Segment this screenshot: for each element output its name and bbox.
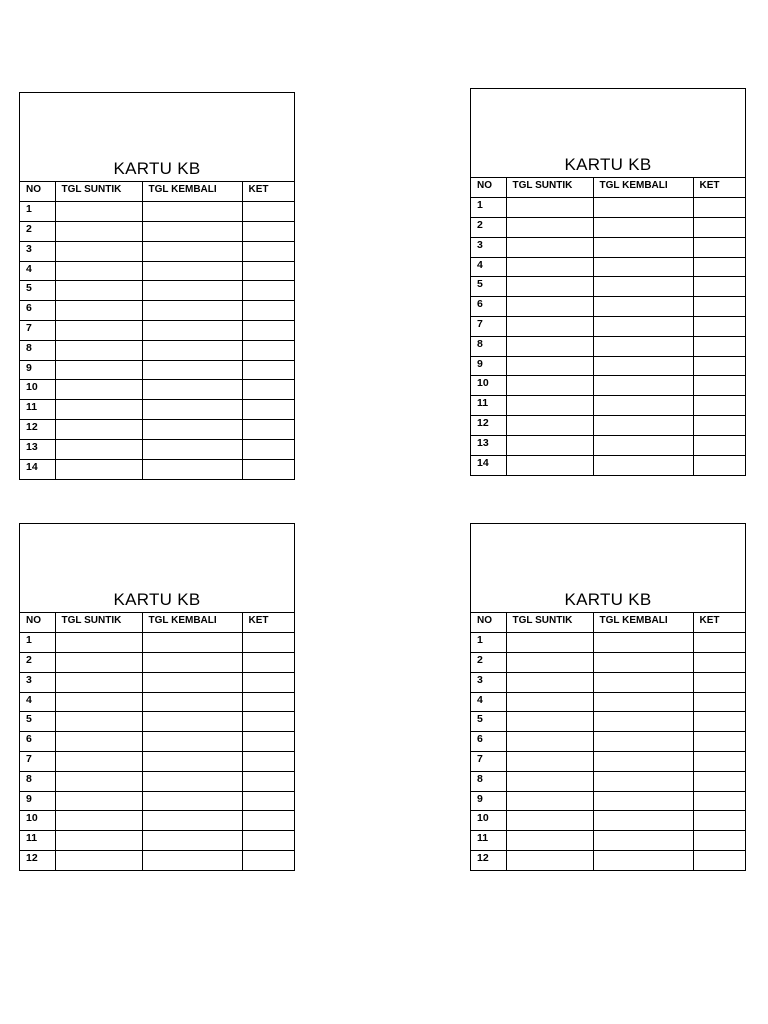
cell-ket [693, 653, 745, 673]
cell-tgl-suntik [506, 237, 593, 257]
table-row [20, 811, 294, 831]
kb-card-3 [19, 523, 295, 871]
injection-table [20, 613, 294, 870]
table-row [20, 202, 294, 222]
table-row [20, 791, 294, 811]
table-row [20, 281, 294, 301]
column-header-ket: KET [242, 613, 294, 633]
cell-no: 3 [471, 237, 506, 257]
table-row [471, 712, 745, 732]
cell-tgl-suntik [55, 752, 142, 772]
cell-tgl-kembali [142, 831, 242, 851]
cell-no: 7 [20, 752, 55, 772]
column-header-tgl-suntik: TGL SUNTIK [55, 182, 142, 202]
cell-ket [693, 811, 745, 831]
cell-tgl-suntik [55, 202, 142, 222]
cell-tgl-kembali [593, 653, 693, 673]
cell-no: 4 [20, 692, 55, 712]
table-header-row [471, 613, 745, 633]
card-title: KARTU KB [113, 590, 201, 609]
table-row [471, 653, 745, 673]
cell-ket [242, 439, 294, 459]
cell-ket [242, 340, 294, 360]
cell-tgl-kembali [593, 297, 693, 317]
cell-tgl-suntik [506, 455, 593, 475]
cell-ket [242, 281, 294, 301]
cell-tgl-kembali [593, 257, 693, 277]
column-header-no: NO [477, 180, 492, 191]
table-row [471, 771, 745, 791]
cell-tgl-kembali [142, 400, 242, 420]
cell-tgl-suntik [55, 360, 142, 380]
cell-tgl-kembali [142, 360, 242, 380]
cell-no: 2 [20, 222, 55, 242]
cell-ket [242, 241, 294, 261]
cell-ket [242, 712, 294, 732]
cell-no: 4 [20, 261, 55, 281]
cell-no: 10 [471, 811, 506, 831]
cell-tgl-kembali [142, 301, 242, 321]
table-row [20, 712, 294, 732]
cell-tgl-kembali [142, 321, 242, 341]
cell-ket [693, 317, 745, 337]
cell-tgl-kembali [593, 198, 693, 218]
cell-tgl-suntik [506, 277, 593, 297]
cell-tgl-suntik [506, 376, 593, 396]
cell-tgl-kembali [593, 811, 693, 831]
cell-no: 12 [20, 851, 55, 871]
cell-ket [693, 791, 745, 811]
cell-tgl-suntik [506, 218, 593, 238]
table-row [20, 831, 294, 851]
cell-no: 5 [20, 712, 55, 732]
cell-no: 6 [20, 732, 55, 752]
kb-card-4 [470, 523, 746, 871]
cell-tgl-suntik [506, 356, 593, 376]
cell-tgl-kembali [593, 851, 693, 871]
cell-tgl-suntik [506, 831, 593, 851]
cell-tgl-suntik [506, 297, 593, 317]
table-header-row [471, 178, 745, 198]
table-row [20, 851, 294, 871]
table-row [471, 732, 745, 752]
cell-no: 14 [471, 455, 506, 475]
table-row [20, 340, 294, 360]
column-header-tgl-kembali: TGL KEMBALI [593, 178, 693, 198]
cell-tgl-kembali [593, 218, 693, 238]
cell-tgl-kembali [593, 356, 693, 376]
cell-no: 1 [20, 633, 55, 653]
cell-tgl-kembali [142, 420, 242, 440]
table-row [471, 277, 745, 297]
injection-table [471, 178, 745, 475]
table-row [471, 672, 745, 692]
cell-tgl-suntik [55, 281, 142, 301]
cell-ket [242, 771, 294, 791]
cell-tgl-suntik [55, 692, 142, 712]
table-row [471, 198, 745, 218]
column-header-ket: KET [693, 178, 745, 198]
cell-tgl-kembali [142, 791, 242, 811]
cell-ket [242, 692, 294, 712]
cell-tgl-suntik [506, 791, 593, 811]
column-header-no: NO [26, 184, 41, 195]
column-header-tgl-suntik: TGL SUNTIK [506, 613, 593, 633]
cell-tgl-suntik [55, 653, 142, 673]
cell-tgl-kembali [142, 439, 242, 459]
column-header-tgl-suntik: TGL SUNTIK [506, 178, 593, 198]
cell-ket [242, 732, 294, 752]
cell-tgl-kembali [142, 672, 242, 692]
column-header-tgl-kembali: TGL KEMBALI [142, 613, 242, 633]
cell-no: 9 [20, 360, 55, 380]
cell-no: 1 [20, 202, 55, 222]
cell-ket [693, 297, 745, 317]
card-header [471, 89, 745, 178]
injection-table [471, 613, 745, 870]
card-title: KARTU KB [113, 159, 201, 178]
table-row [471, 851, 745, 871]
cell-no: 3 [471, 672, 506, 692]
cell-ket [693, 851, 745, 871]
table-row [20, 653, 294, 673]
cell-tgl-suntik [506, 672, 593, 692]
cell-ket [693, 633, 745, 653]
cell-tgl-suntik [55, 791, 142, 811]
cell-no: 1 [471, 198, 506, 218]
kb-card-2 [470, 88, 746, 476]
cell-no: 7 [471, 752, 506, 772]
cell-tgl-suntik [55, 261, 142, 281]
cell-tgl-suntik [506, 435, 593, 455]
cell-no: 2 [471, 653, 506, 673]
cell-tgl-suntik [506, 811, 593, 831]
cell-ket [242, 752, 294, 772]
cell-tgl-kembali [142, 851, 242, 871]
table-row [20, 321, 294, 341]
cell-tgl-suntik [55, 380, 142, 400]
cell-ket [242, 791, 294, 811]
cell-tgl-kembali [142, 771, 242, 791]
table-row [471, 297, 745, 317]
cell-ket [242, 811, 294, 831]
cell-tgl-kembali [593, 396, 693, 416]
table-header-row [20, 613, 294, 633]
cell-no: 10 [20, 380, 55, 400]
cell-no: 10 [471, 376, 506, 396]
column-header-tgl-kembali: TGL KEMBALI [142, 182, 242, 202]
cell-no: 8 [471, 336, 506, 356]
table-row [20, 633, 294, 653]
cell-no: 11 [471, 831, 506, 851]
cell-tgl-kembali [593, 237, 693, 257]
cell-no: 8 [20, 340, 55, 360]
cell-tgl-suntik [55, 732, 142, 752]
table-row [471, 416, 745, 436]
cell-tgl-kembali [593, 633, 693, 653]
table-row [471, 455, 745, 475]
cell-ket [693, 455, 745, 475]
cell-tgl-suntik [55, 672, 142, 692]
cell-tgl-suntik [506, 396, 593, 416]
cell-tgl-kembali [142, 692, 242, 712]
cell-ket [693, 692, 745, 712]
table-row [20, 692, 294, 712]
cell-tgl-kembali [142, 340, 242, 360]
cell-no: 2 [471, 218, 506, 238]
cell-ket [242, 400, 294, 420]
column-header-no: NO [477, 615, 492, 626]
table-row [20, 459, 294, 479]
cell-tgl-kembali [142, 241, 242, 261]
cell-tgl-suntik [506, 712, 593, 732]
cell-tgl-suntik [506, 771, 593, 791]
cell-no: 12 [471, 416, 506, 436]
table-row [471, 237, 745, 257]
table-row [20, 752, 294, 772]
table-row [471, 317, 745, 337]
cell-tgl-suntik [506, 633, 593, 653]
cell-ket [242, 831, 294, 851]
cell-no: 1 [471, 633, 506, 653]
cell-no: 11 [471, 396, 506, 416]
cell-tgl-kembali [142, 261, 242, 281]
cell-tgl-kembali [593, 435, 693, 455]
cell-tgl-suntik [506, 851, 593, 871]
cell-tgl-kembali [593, 672, 693, 692]
cell-tgl-suntik [506, 732, 593, 752]
kb-card-1 [19, 92, 295, 480]
injection-table [20, 182, 294, 479]
cell-no: 9 [471, 791, 506, 811]
cell-tgl-kembali [593, 831, 693, 851]
cell-no: 12 [471, 851, 506, 871]
cell-tgl-kembali [142, 202, 242, 222]
cell-no: 11 [20, 400, 55, 420]
cell-no: 6 [471, 732, 506, 752]
cell-no: 5 [471, 277, 506, 297]
cell-no: 14 [20, 459, 55, 479]
table-row [20, 771, 294, 791]
cell-ket [693, 396, 745, 416]
table-row [20, 380, 294, 400]
cell-tgl-kembali [593, 416, 693, 436]
cell-ket [242, 459, 294, 479]
cell-ket [242, 321, 294, 341]
cell-tgl-suntik [506, 336, 593, 356]
cell-no: 3 [20, 241, 55, 261]
cell-no: 3 [20, 672, 55, 692]
cell-ket [242, 633, 294, 653]
cell-ket [242, 851, 294, 871]
cell-tgl-suntik [55, 811, 142, 831]
cell-ket [242, 360, 294, 380]
card-title: KARTU KB [564, 590, 652, 609]
cell-ket [693, 771, 745, 791]
cell-no: 13 [20, 439, 55, 459]
cell-ket [693, 416, 745, 436]
cell-tgl-suntik [55, 222, 142, 242]
cell-no: 7 [471, 317, 506, 337]
cell-tgl-suntik [55, 831, 142, 851]
column-header-tgl-suntik: TGL SUNTIK [55, 613, 142, 633]
cell-no: 9 [471, 356, 506, 376]
cell-ket [242, 672, 294, 692]
cell-ket [693, 257, 745, 277]
cell-ket [693, 198, 745, 218]
cell-no: 7 [20, 321, 55, 341]
cell-no: 6 [471, 297, 506, 317]
cell-ket [693, 672, 745, 692]
column-header-tgl-kembali: TGL KEMBALI [593, 613, 693, 633]
cell-tgl-suntik [506, 653, 593, 673]
cell-no: 4 [471, 692, 506, 712]
cell-tgl-kembali [593, 317, 693, 337]
table-row [471, 376, 745, 396]
cell-tgl-suntik [506, 198, 593, 218]
cell-ket [693, 218, 745, 238]
table-row [20, 420, 294, 440]
cell-tgl-kembali [593, 791, 693, 811]
cell-ket [693, 277, 745, 297]
table-row [471, 752, 745, 772]
cell-tgl-kembali [142, 281, 242, 301]
cell-ket [242, 653, 294, 673]
table-header-row [20, 182, 294, 202]
table-row [471, 218, 745, 238]
cell-tgl-suntik [55, 241, 142, 261]
cell-tgl-kembali [593, 732, 693, 752]
table-row [471, 257, 745, 277]
cell-ket [242, 261, 294, 281]
table-row [471, 396, 745, 416]
cell-tgl-kembali [593, 277, 693, 297]
cell-ket [693, 752, 745, 772]
cell-ket [242, 420, 294, 440]
cell-tgl-kembali [142, 712, 242, 732]
table-row [471, 336, 745, 356]
cell-tgl-kembali [142, 459, 242, 479]
cell-tgl-kembali [142, 752, 242, 772]
column-header-ket: KET [242, 182, 294, 202]
cell-ket [693, 435, 745, 455]
cell-ket [693, 237, 745, 257]
table-row [20, 360, 294, 380]
cell-ket [693, 712, 745, 732]
cell-tgl-suntik [55, 400, 142, 420]
card-header [20, 524, 294, 613]
table-row [20, 222, 294, 242]
table-row [20, 261, 294, 281]
cell-tgl-kembali [593, 771, 693, 791]
cell-no: 8 [471, 771, 506, 791]
cell-tgl-kembali [593, 712, 693, 732]
cell-ket [693, 732, 745, 752]
table-row [20, 672, 294, 692]
cell-tgl-suntik [55, 321, 142, 341]
cell-tgl-suntik [55, 340, 142, 360]
table-row [471, 633, 745, 653]
cell-ket [693, 376, 745, 396]
table-row [471, 435, 745, 455]
cell-no: 5 [471, 712, 506, 732]
table-row [20, 400, 294, 420]
cell-no: 12 [20, 420, 55, 440]
card-header [471, 524, 745, 613]
cell-ket [242, 222, 294, 242]
cell-tgl-suntik [506, 692, 593, 712]
cell-ket [693, 336, 745, 356]
cell-tgl-suntik [55, 459, 142, 479]
cell-tgl-kembali [142, 811, 242, 831]
table-row [471, 811, 745, 831]
column-header-no: NO [26, 615, 41, 626]
cell-no: 10 [20, 811, 55, 831]
table-row [471, 791, 745, 811]
cell-tgl-kembali [142, 222, 242, 242]
cell-ket [693, 356, 745, 376]
table-row [20, 732, 294, 752]
cell-tgl-suntik [55, 712, 142, 732]
card-header [20, 93, 294, 182]
column-header-ket: KET [693, 613, 745, 633]
cell-tgl-suntik [506, 257, 593, 277]
cell-tgl-kembali [593, 752, 693, 772]
cell-ket [242, 202, 294, 222]
cell-tgl-kembali [142, 653, 242, 673]
cell-no: 2 [20, 653, 55, 673]
cell-ket [242, 301, 294, 321]
cell-tgl-kembali [593, 336, 693, 356]
card-title: KARTU KB [564, 155, 652, 174]
cell-no: 8 [20, 771, 55, 791]
cell-tgl-kembali [142, 380, 242, 400]
table-row [471, 692, 745, 712]
cell-tgl-suntik [55, 301, 142, 321]
table-row [471, 831, 745, 851]
cell-tgl-suntik [55, 439, 142, 459]
cell-tgl-suntik [55, 851, 142, 871]
cell-ket [693, 831, 745, 851]
table-row [20, 301, 294, 321]
cell-tgl-kembali [142, 633, 242, 653]
cell-tgl-kembali [593, 455, 693, 475]
table-row [20, 439, 294, 459]
cell-ket [242, 380, 294, 400]
table-row [471, 356, 745, 376]
cell-no: 6 [20, 301, 55, 321]
cell-tgl-suntik [506, 317, 593, 337]
cell-tgl-suntik [506, 752, 593, 772]
cell-no: 5 [20, 281, 55, 301]
cell-no: 4 [471, 257, 506, 277]
cell-tgl-kembali [593, 692, 693, 712]
cell-no: 11 [20, 831, 55, 851]
cell-no: 9 [20, 791, 55, 811]
table-row [20, 241, 294, 261]
cell-tgl-suntik [55, 420, 142, 440]
cell-tgl-kembali [593, 376, 693, 396]
cell-tgl-kembali [142, 732, 242, 752]
cell-no: 13 [471, 435, 506, 455]
cell-tgl-suntik [55, 633, 142, 653]
cell-tgl-suntik [506, 416, 593, 436]
cell-tgl-suntik [55, 771, 142, 791]
